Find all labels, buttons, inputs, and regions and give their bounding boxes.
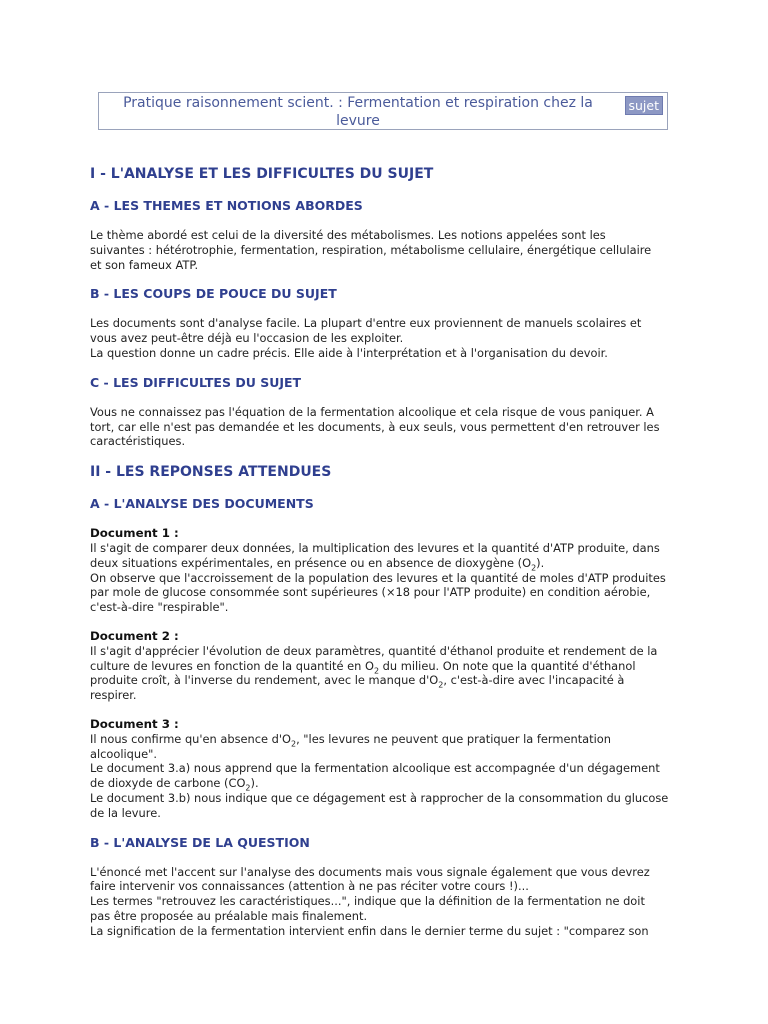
page-title-line1: Pratique raisonnement scient. : Fermentation et respiration chez la [123,95,593,111]
document-2-paragraph: Document 2 : Il s'agit d'apprécier l'évolution de deux paramètres, quantité d'éthanol produite et rendement de la culture de levures en fonction de la quantité en $O_2$ du milieu. On note que la quantité d'éthanol produite croît, à l'inverse du rendement, avec le manque $d'O_2$, c'est-à-dire avec l'incapacité à respirer. [90,629,680,703]
page-title-line2: levure [336,113,380,129]
document-3-paragraph: Document 3 : Il nous confirme qu'en absence $d'O_2$, "les levures ne peuvent que pratiquer la fermentation alcoolique". Le document 3.a) nous apprend que la fermentation alcoolique est accompagnée d'un dégagement de dioxyde de carbone $(CO_2)$. Le document 3.b) nous indique que ce dégagement est à rapprocher de la consommation du glucose de la levure. [90,717,680,821]
content [90,165,680,953]
section-2b-paragraph: L'énoncé met l'accent sur l'analyse des documents mais vous signale également que vous devrez faire intervenir vos connaissances (attention à ne pas réciter votre cours !)... Les termes "retrouvez les caractéristiques...", indique que la définition de la fermentation ne doit pas être proposée au préalable mais finalement. La signification de la fermentation intervient enfin dans le dernier terme du sujet : "comparez son [90,864,650,938]
page-title [109,94,607,130]
document-2-title: Document 2 : [90,628,179,643]
section-1a-heading: A - LES THEMES ET NOTIONS ABORDES [90,198,363,213]
section-1a-paragraph: Le thème abordé est celui de la diversité des métabolismes. Les notions appelées sont les suivantes : hétérotrophie, fermentation, respiration, métabolisme cellulaire, énergétique cellulaire et son fameux ATP. [90,228,652,272]
section-2-heading: II - LES REPONSES ATTENDUES [90,464,332,481]
sujet-button[interactable]: sujet [625,96,664,115]
title-box [98,92,668,130]
document-1-paragraph: Document 1 : Il s'agit de comparer deux données, la multiplication des levures et la quantité d'ATP produite, dans deux situations expérimentales, en présence ou en absence de dioxygène $(O_2)$. On observe que l'accroissement de la population des levures et la quantité de moles d'ATP produites par mole de glucose consommée sont supérieures (×18 pour l'ATP produite) en condition aérobie, c'est-à-dire "respirable". [90,526,680,615]
section-2b-heading: B - L'ANALYSE DE LA QUESTION [90,834,310,850]
section-1c-heading: C - LES DIFFICULTES DU SUJET [90,374,302,390]
document-3-title: Document 3 : [90,716,179,731]
section-1-heading: I - L'ANALYSE ET LES DIFFICULTES DU SUJET [90,166,434,182]
section-2a-heading: A - L'ANALYSE DES DOCUMENTS [90,496,314,512]
document-1-title: Document 1 : [90,526,179,541]
section-1b-paragraph: Les documents sont d'analyse facile. La plupart d'entre eux proviennent de manuels scolaires et vous avez peut-être déjà eu l'occasion de les exploiter. La question donne un cadre précis. Elle aide à l'interprétation et à l'organisation du devoir. [90,316,642,360]
section-1b-heading: B - LES COUPS DE POUCE DU SUJET [90,286,337,302]
section-1c-paragraph: Vous ne connaissez pas l'équation de la fermentation alcoolique et cela risque de vous paniquer. A tort, car elle n'est pas demandée et les documents, à eux seuls, vous permettent d'en retrouver les caractéristiques. [90,404,660,449]
